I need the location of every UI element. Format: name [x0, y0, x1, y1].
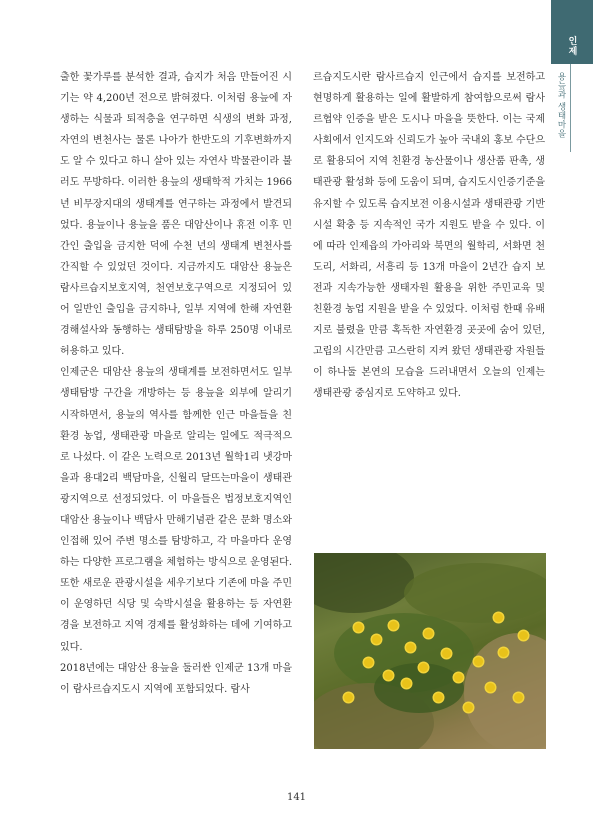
body-paragraph: 출한 꽃가루를 분석한 결과, 습지가 처음 만들어진 시기는 약 4,200년 전으로 밝혀졌다. 이처럼 용늪에 자생하는 식물과 퇴적층을 연구하면 식생의 변화 과정, 자연의 변천사는 물론 나아가 한반도의 기후변화까지도 알 수 있다고 하니 살아 있는 자연사 박물관이라 불러도 무방하다. 이러한 용늪의 생태학적 가치는 1966년 비무장지대의 생태계를 연구하는 과정에서 발견되었다. 용늪이나 용늪을 품은 대암산이나 휴전 이후 민간인 출입을 금지한 덕에 수천 년의 생태계 변천사를 간직할 수 있었던 것이다. 지금까지도 대암산 용늪은 람사르습지보호지역, 천연보호구역으로 지정되어 있어 일반인 출입을 금지하나, 일부 지역에 한해 자연환경해설사와 동행하는 생태탐방을 하루 250명 이내로 허용하고 있다.	[60, 72, 292, 358]
chapter-tab-title: 인제	[566, 36, 577, 56]
chapter-tab	[551, 0, 593, 64]
body-paragraph: 르습지도시란 람사르습지 인근에서 습지를 보전하고 현명하게 활용하는 일에 활발하게 참여함으로써 람사르협약 인증을 받은 도시나 마을을 뜻한다. 이는 국제사회에서 인지도와 신뢰도가 높아 국내외 홍보 수단으로 활용되어 지역 친환경 농산물이나 생산품 판촉, 생태관광 활성화 등에 도움이 되며, 습지도시인증기준을 유지할 수 있도록 습지보전 이용시설과 생태관광 기반시설 확충 등 지속적인 국가 지원도 받을 수 있다. 이에 따라 인제읍의 가아리와 북면의 월학리, 서화면 천도리, 서화리, 서흥리 등 13개 마을이 2년간 습지 보전과 지속가능한 생태자원 활용을 위한 주민교육 및 친환경 농업 지원을 받을 수 있었다. 이처럼 한때 유배지로 불렸을 만큼 혹독한 자연환경 곳곳에 숨어 있던, 고립의 시간만큼 고스란히 지켜 왔던 생태관광 자원들이 하나둘 본연의 모습을 드러내면서 오늘의 인제는 생태관광 중심지로 도약하고 있다.	[313, 72, 545, 400]
wetland-flowers-photo	[314, 553, 546, 749]
chapter-tab-divider	[570, 64, 571, 152]
left-text-column	[60, 67, 292, 700]
page-number: 141	[286, 792, 307, 803]
right-text-column	[313, 67, 545, 405]
body-paragraph: 인제군은 대암산 용늪의 생태계를 보전하면서도 일부 생태탐방 구간을 개방하는 등 용늪을 외부에 알리기 시작하면서, 용늪의 역사를 함께한 인근 마을들을 친환경 농업, 생태관광 마을로 알리는 일에도 적극적으로 나섰다. 이 같은 노력으로 2013년 월학1리 냇강마을과 용대2리 백담마을, 신월리 달뜨는마을이 생태관광지역으로 선정되었다. 이 마을들은 법정보호지역인 대암산 용늪이나 백담사 만해기념관 같은 문화 명소와 인접해 있어 주변 명소를 탐방하고, 각 마을마다 운영하는 다양한 프로그램을 체험하는 방식으로 운영된다. 또한 새로운 관광시설을 세우기보다 기존에 마을 주민이 운영하던 식당 및 숙박시설을 활용하는 등 자연환경을 보전하고 지역 경제를 활성화하는 데에 기여하고 있다.	[60, 367, 292, 653]
body-paragraph: 2018년에는 대암산 용늪을 둘러싼 인제군 13개 마을이 람사르습지도시 지역에 포함되었다. 람사	[60, 662, 292, 695]
chapter-subtitle: 용늪과 생태마을	[556, 72, 566, 139]
